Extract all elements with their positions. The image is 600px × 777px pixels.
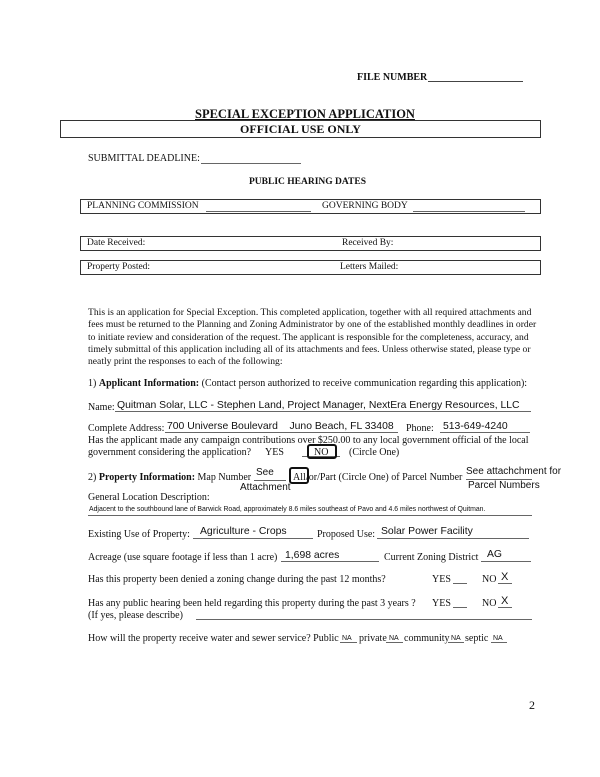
zoning-district-label: Current Zoning District	[384, 552, 479, 563]
map-number-value-2[interactable]: Attachment	[240, 482, 291, 493]
page-title: SPECIAL EXCEPTION APPLICATION	[195, 107, 415, 121]
public-hearing-no-label: NO	[482, 598, 497, 609]
acreage-label: Acreage (use square footage if less than 1 acre)	[88, 552, 278, 563]
acreage-underline	[281, 561, 379, 562]
governing-body-label: GOVERNING BODY	[322, 201, 408, 211]
community-water-field[interactable]: NA	[451, 635, 461, 642]
zoning-change-question: Has this property been denied a zoning change during the past 12 months?	[88, 574, 386, 585]
general-location-field[interactable]: Adjacent to the southbound lane of Barwick Road, approximately 8.6 miles southeast of Pavo and 4.6 miles northwest of Quitman.	[89, 506, 486, 513]
zoning-change-no-label: NO	[482, 574, 497, 585]
phone-underline	[440, 432, 530, 433]
received-by-label: Received By:	[342, 238, 394, 248]
septic-label: septic	[465, 633, 489, 644]
zoning-change-yes-field[interactable]	[453, 583, 467, 584]
zoning-change-no-mark: X	[501, 571, 509, 583]
letters-mailed-label: Letters Mailed:	[340, 262, 399, 272]
public-hearing-describe-field[interactable]	[196, 619, 532, 620]
map-number-value-1[interactable]: See	[256, 467, 274, 478]
name-label: Name:	[88, 402, 115, 413]
public-hearing-question-line1: Has any public hearing been held regarding this property during the past 3 years ?	[88, 598, 416, 609]
community-label: community	[404, 633, 450, 644]
map-number-underline	[254, 480, 286, 481]
property-information-heading: 2) Property Information: Map Number	[88, 472, 252, 483]
existing-use-label: Existing Use of Property:	[88, 529, 190, 540]
address-label: Complete Address:	[88, 423, 165, 434]
or-part-label: /or/Part (Circle One) of Parcel Number	[306, 472, 463, 483]
governing-body-field[interactable]	[413, 211, 525, 212]
public-hearing-dates-heading: PUBLIC HEARING DATES	[249, 177, 367, 187]
public-hearing-yes-field[interactable]	[453, 607, 467, 608]
community-water-underline	[448, 642, 464, 643]
zoning-change-yes-label: YES	[432, 574, 451, 585]
private-label: private	[359, 633, 387, 644]
water-sewer-question: How will the property receive water and sewer service? Public	[88, 633, 339, 644]
name-underline	[115, 411, 531, 412]
general-location-underline	[88, 515, 532, 516]
submittal-deadline-field[interactable]	[201, 163, 301, 164]
septic-underline	[491, 642, 507, 643]
file-number-field[interactable]	[428, 81, 523, 82]
contributions-no-circle	[307, 444, 337, 459]
public-hearing-no-field[interactable]	[498, 607, 512, 608]
contributions-no-option[interactable]: NO	[314, 447, 329, 458]
intro-paragraph: This is an application for Special Exception. This completed application, together with all required attachments and fees must be returned to the Planning and Zoning Administrator by one of the established monthly deadlines in order to initiate review and consideration of the request. The applicant is responsible for the completeness, accuracy, and timely submittal of this application including all of its attachments and fees. Unless otherwise stated, please type or neatly print the responses to each of the following:	[88, 307, 537, 368]
page-number: 2	[529, 698, 535, 712]
private-water-field[interactable]: NA	[389, 635, 399, 642]
submittal-deadline-label: SUBMITTAL DEADLINE:	[88, 153, 200, 164]
contributions-question-line1: Has the applicant made any campaign contributions over $250.00 to any local government official of the local	[88, 435, 529, 446]
property-posted-label: Property Posted:	[87, 262, 151, 272]
zoning-change-no-field[interactable]	[498, 583, 512, 584]
public-hearing-question-line2: (If yes, please describe)	[88, 610, 183, 621]
applicant-information-heading: 1) Applicant Information: (Contact person authorized to receive communication regarding this application):	[88, 378, 528, 389]
phone-field[interactable]: 513-649-4240	[443, 421, 508, 432]
planning-commission-label: PLANNING COMMISSION	[87, 201, 199, 211]
acreage-field[interactable]: 1,698 acres	[285, 550, 340, 561]
existing-use-underline	[193, 538, 313, 539]
official-use-box	[60, 120, 541, 138]
all-option[interactable]: All	[293, 472, 306, 483]
existing-use-field[interactable]: Agriculture - Crops	[200, 526, 287, 537]
date-received-box	[80, 236, 541, 251]
address-field[interactable]: 700 Universe Boulevard Juno Beach, FL 33408	[167, 421, 394, 432]
contributions-yes-option[interactable]: YES	[265, 447, 284, 458]
septic-field[interactable]: NA	[493, 635, 503, 642]
name-field[interactable]: Quitman Solar, LLC - Stephen Land, Project Manager, NextEra Energy Resources, LLC	[117, 400, 520, 411]
file-number-label: FILE NUMBER	[357, 72, 428, 83]
public-water-field[interactable]: NA	[342, 635, 352, 642]
official-use-label: OFFICIAL USE ONLY	[240, 122, 361, 136]
proposed-use-underline	[377, 538, 529, 539]
circle-one-note: (Circle One)	[349, 447, 400, 458]
parcel-number-value-2[interactable]: Parcel Numbers	[468, 480, 540, 491]
planning-commission-field[interactable]	[206, 211, 311, 212]
public-water-underline	[340, 642, 357, 643]
parcel-number-value-1[interactable]: See attachchment for	[466, 466, 562, 477]
proposed-use-label: Proposed Use:	[317, 529, 376, 540]
phone-label: Phone:	[406, 423, 434, 434]
general-location-label: General Location Description:	[88, 492, 210, 503]
zoning-district-field[interactable]: AG	[487, 549, 503, 560]
date-received-label: Date Received:	[87, 238, 146, 248]
public-hearing-no-mark: X	[501, 595, 509, 607]
proposed-use-field[interactable]: Solar Power Facility	[381, 526, 473, 537]
zoning-district-underline	[481, 561, 531, 562]
address-underline	[165, 432, 398, 433]
public-hearing-yes-label: YES	[432, 598, 451, 609]
contributions-question-line2: government considering the application?	[88, 447, 252, 458]
private-water-underline	[386, 642, 403, 643]
